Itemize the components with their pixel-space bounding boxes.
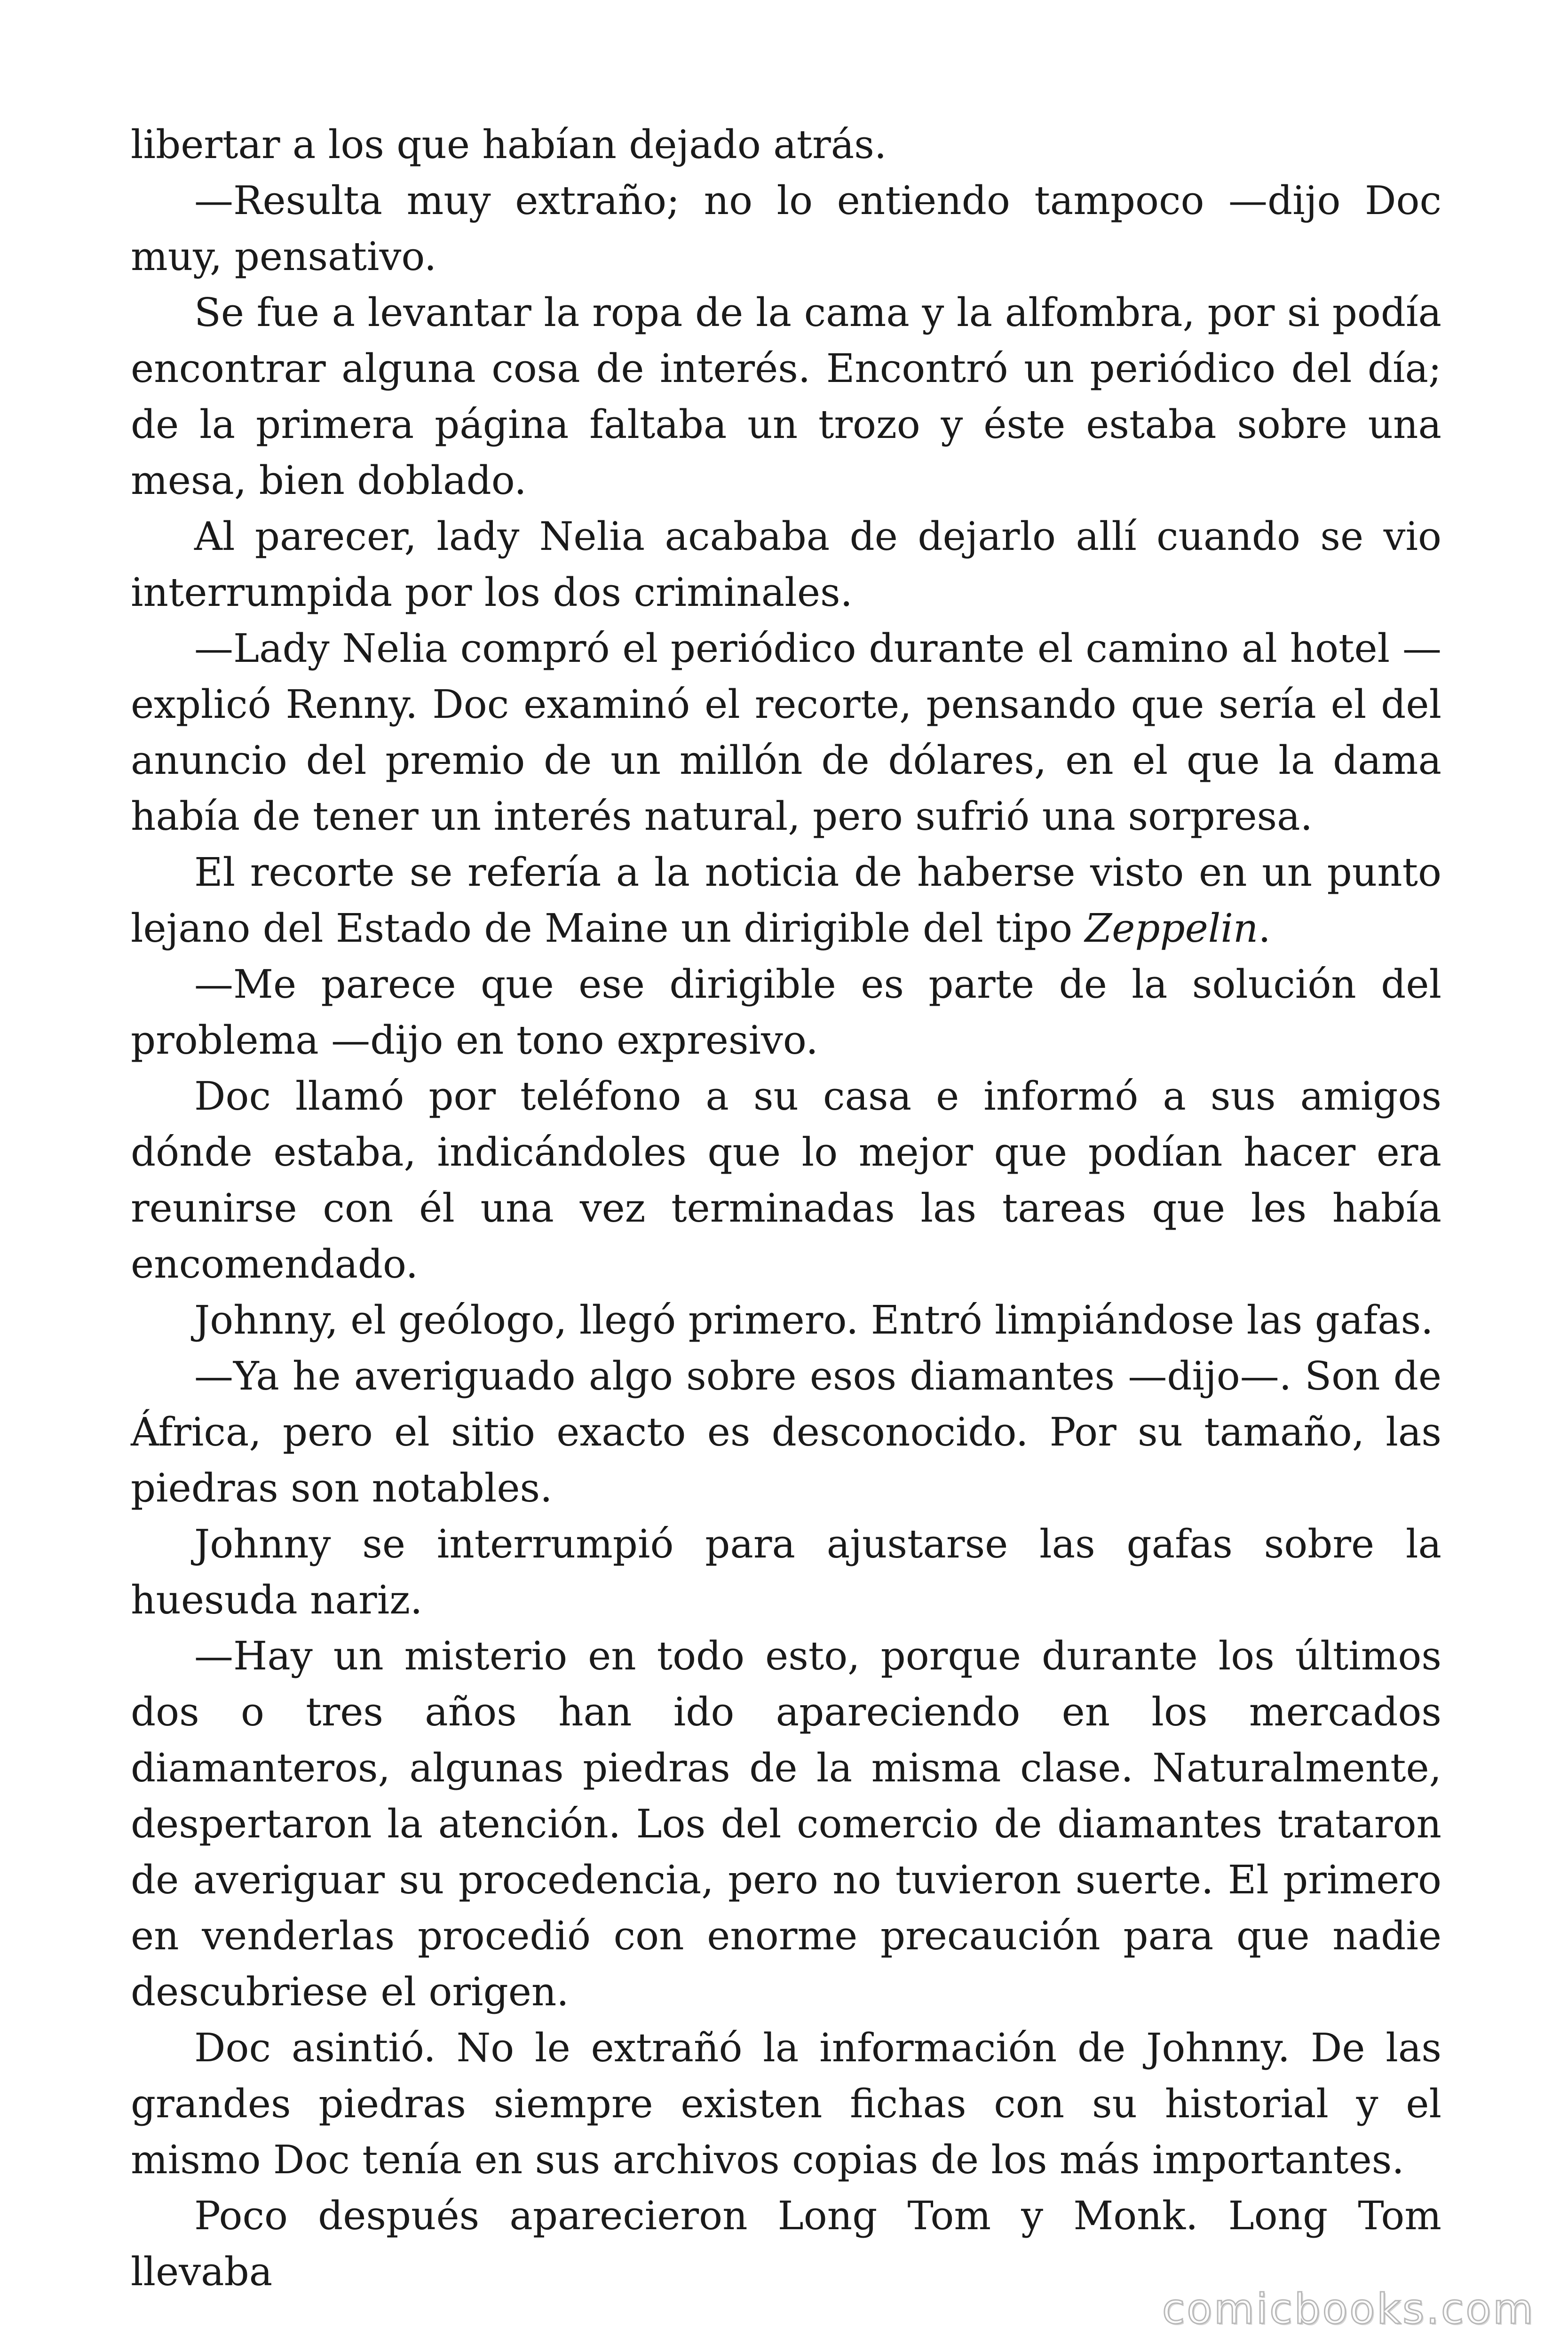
paragraph: —Resulta muy extraño; no lo entiendo tampoco —dijo Doc muy, pensativo.: [131, 178, 1441, 279]
paragraph-text: .: [1258, 906, 1271, 951]
paragraph: Al parecer, lady Nelia acababa de dejarlo allí cuando se vio interrumpida por los dos criminales.: [131, 514, 1441, 615]
paragraph: Se fue a levantar la ropa de la cama y la alfombra, por si podía encontrar alguna cosa de interés. Encontró un periódico del día; de la primera página faltaba un trozo y éste estaba sobre una mesa, bien doblado.: [131, 290, 1441, 503]
paragraph: Doc llamó por teléfono a su casa e informó a sus amigos dónde estaba, indicándoles que lo mejor que podían hacer era reunirse con él una vez terminadas las tareas que les había encomendado.: [131, 1073, 1441, 1287]
page-body: [131, 117, 1441, 2300]
paragraph: —Ya he averiguado algo sobre esos diamantes —dijo—. Son de África, pero el sitio exacto es desconocido. Por su tamaño, las piedras son notables.: [131, 1353, 1441, 1511]
paragraph: Doc asintió. No le extrañó la información de Johnny. De las grandes piedras siempre existen fichas con su historial y el mismo Doc tenía en sus archivos copias de los más importantes.: [131, 2025, 1441, 2183]
paragraph: —Lady Nelia compró el periódico durante el camino al hotel — explicó Renny. Doc examinó el recorte, pensando que sería el del anuncio del premio de un millón de dólares, en el que la dama había de tener un interés natural, pero sufrió una sorpresa.: [131, 626, 1441, 839]
paragraph-text: El recorte se refería a la noticia de haberse visto en un punto lejano del Estado de Maine un dirigible del tipo: [131, 850, 1441, 951]
paragraph: —Hay un misterio en todo esto, porque durante los últimos dos o tres años han ido apareciendo en los mercados diamanteros, algunas piedras de la misma clase. Naturalmente, despertaron la atención. Los del comercio de diamantes trataron de averiguar su procedencia, pero no tuvieron suerte. El primero en venderlas procedió con enorme precaución para que nadie descubriese el origen.: [131, 1633, 1441, 2015]
paragraph: [131, 844, 1441, 956]
watermark: comicbooks.com: [1162, 2285, 1535, 2333]
paragraph: libertar a los que habían dejado atrás.: [131, 122, 887, 167]
paragraph: Johnny se interrumpió para ajustarse las gafas sobre la huesuda nariz.: [131, 1521, 1441, 1623]
italic-term: Zeppelin: [1085, 906, 1259, 951]
paragraph: Johnny, el geólogo, llegó primero. Entró limpiándose las gafas.: [194, 1297, 1433, 1343]
paragraph: Poco después aparecieron Long Tom y Monk. Long Tom llevaba: [131, 2193, 1441, 2295]
paragraph: —Me parece que ese dirigible es parte de la solución del problema —dijo en tono expresivo.: [131, 961, 1441, 1063]
